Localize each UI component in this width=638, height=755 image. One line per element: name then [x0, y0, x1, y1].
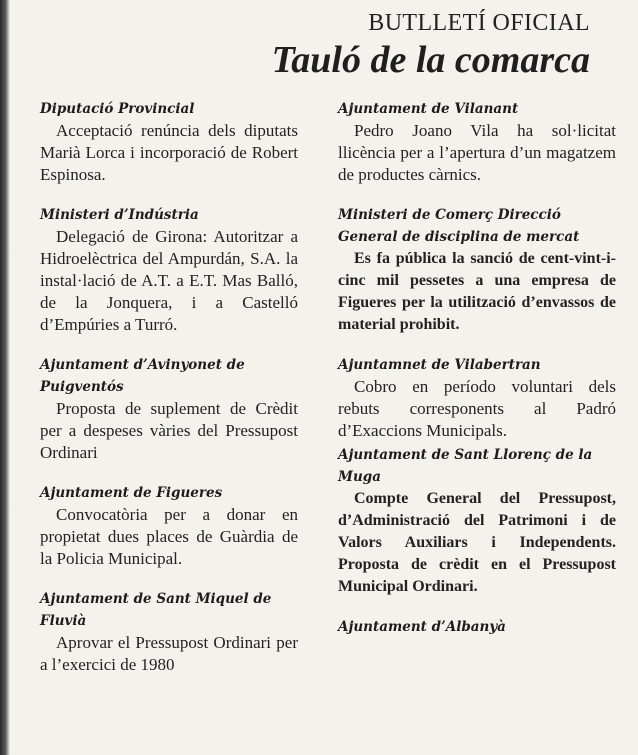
section-kicker: BUTLLETÍ OFICIAL	[368, 10, 590, 36]
notice-entry	[338, 98, 616, 186]
notice-entry	[338, 204, 616, 336]
notice-entry	[40, 204, 298, 336]
notice-heading: Diputació Provincial	[40, 101, 195, 117]
notice-entry	[40, 354, 298, 464]
notice-body: Pedro Joano Vila ha sol·licitat llicència per a l’apertura d’un magatzem de productes càrnics.	[338, 121, 616, 184]
notice-entry	[40, 588, 298, 676]
page-binding-shadow	[0, 0, 10, 755]
notice-heading: Ajuntament de Vilanant	[338, 101, 519, 117]
notice-body: Compte General del Pressupost, d’Administració del Patrimoni i de Valors Auxiliars i Independents. Proposta de crèdit en el Pressupost Municipal Ordinari.	[338, 490, 616, 595]
notice-body: Proposta de suplement de Crèdit per a despeses vàries del Pressupost Ordinari	[40, 399, 298, 462]
notice-entry	[338, 616, 616, 638]
notice-heading: Ajuntament de Figueres	[40, 485, 223, 501]
notice-heading: Ajuntament d’Albanyà	[338, 619, 506, 635]
notice-body: Aprovar el Pressupost Ordinari per a l’exercici de 1980	[40, 633, 298, 674]
notice-body: Convocatòria per a donar en propietat dues places de Guàrdia de la Policia Municipal.	[40, 505, 298, 568]
notice-entry	[338, 354, 616, 442]
notice-body: Acceptació renúncia dels diputats Marià Lorca i incorporació de Robert Espinosa.	[40, 121, 298, 184]
notice-entry	[40, 98, 298, 186]
notice-heading: Ministeri d’Indústria	[40, 207, 199, 223]
notice-heading: Ministeri de Comerç Direcció General de disciplina de mercat	[338, 207, 580, 245]
notice-entry	[40, 482, 298, 570]
notice-body: Cobro en período voluntari dels rebuts corresponents al Padró d’Exaccions Municipals.	[338, 377, 616, 440]
notice-heading: Ajuntament de Sant Miquel de Fluvià	[40, 591, 272, 629]
notice-body: Es fa pública la sanció de cent-vint-i-cinc mil pessetes a una empresa de Figueres per la utilització d’envassos de material prohibit.	[338, 250, 616, 333]
notice-entry	[338, 444, 616, 598]
section-title: Tauló de la comarca	[271, 39, 590, 81]
notice-heading: Ajuntamnet de Vilabertran	[338, 357, 541, 373]
section-header	[198, 10, 590, 82]
notice-heading: Ajuntament de Sant Llorenç de la Muga	[338, 447, 593, 485]
right-column	[338, 98, 616, 656]
notice-body: Delegació de Girona: Autoritzar a Hidroelèctrica del Ampurdán, S.A. la instal·lació de A.T. a E.T. Mas Balló, de la Jonquera, i a Castelló d’Empúries a Turró.	[40, 227, 298, 334]
notice-heading: Ajuntament d’Avinyonet de Puigventós	[40, 357, 245, 395]
left-column	[40, 98, 298, 694]
